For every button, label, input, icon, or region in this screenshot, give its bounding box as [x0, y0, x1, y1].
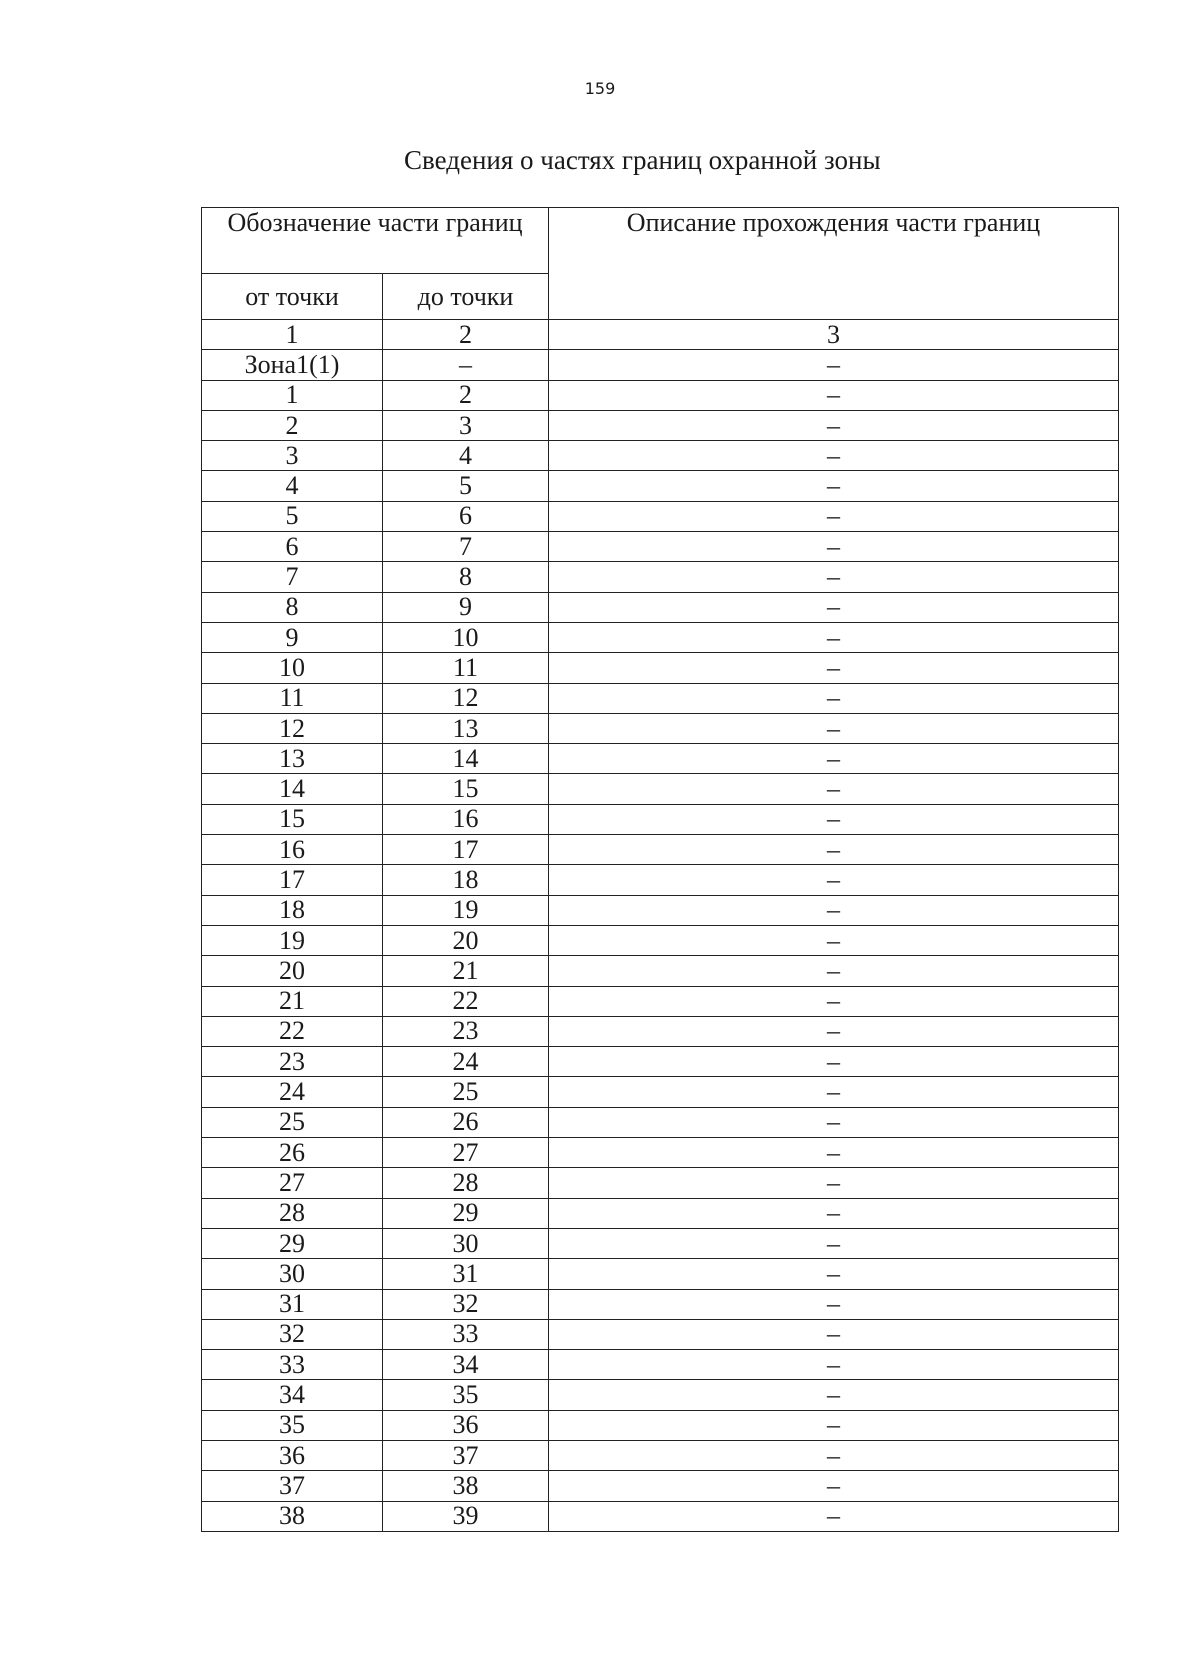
table-row — [202, 501, 1119, 531]
description-cell: – — [549, 835, 1119, 865]
description-cell: – — [549, 471, 1119, 501]
description-cell: – — [549, 1198, 1119, 1228]
description-cell: – — [549, 1259, 1119, 1289]
description-cell: – — [549, 1047, 1119, 1077]
table-row — [202, 1259, 1119, 1289]
from-point-cell: 23 — [202, 1047, 383, 1077]
to-point-cell: 39 — [383, 1501, 549, 1531]
from-point-cell: 18 — [202, 895, 383, 925]
from-point-cell: 34 — [202, 1380, 383, 1410]
table-row — [202, 562, 1119, 592]
from-point-cell: 36 — [202, 1440, 383, 1470]
from-point-cell: 29 — [202, 1228, 383, 1258]
to-point-cell: 28 — [383, 1168, 549, 1198]
from-point-cell: 14 — [202, 774, 383, 804]
table-row — [202, 713, 1119, 743]
table-row — [202, 532, 1119, 562]
to-point-cell: 21 — [383, 956, 549, 986]
table-row — [202, 350, 1119, 380]
description-cell: – — [549, 1077, 1119, 1107]
header-to-point: до точки — [383, 274, 549, 320]
to-point-cell: 34 — [383, 1350, 549, 1380]
table-row — [202, 986, 1119, 1016]
from-point-cell: 5 — [202, 501, 383, 531]
to-point-cell: 33 — [383, 1319, 549, 1349]
from-point-cell: 24 — [202, 1077, 383, 1107]
to-point-cell: – — [383, 350, 549, 380]
from-point-cell: 6 — [202, 532, 383, 562]
description-cell: – — [549, 925, 1119, 955]
to-point-cell: 7 — [383, 532, 549, 562]
from-point-cell: 20 — [202, 956, 383, 986]
table-row — [202, 653, 1119, 683]
from-point-cell: 11 — [202, 683, 383, 713]
table-row — [202, 774, 1119, 804]
description-cell: – — [549, 532, 1119, 562]
table-row — [202, 1501, 1119, 1531]
to-point-cell: 36 — [383, 1410, 549, 1440]
from-point-cell: 25 — [202, 1107, 383, 1137]
table-row — [202, 1077, 1119, 1107]
to-point-cell: 11 — [383, 653, 549, 683]
from-point-cell: 38 — [202, 1501, 383, 1531]
description-cell: – — [549, 350, 1119, 380]
table-row — [202, 1471, 1119, 1501]
from-point-cell: 17 — [202, 865, 383, 895]
table-row — [202, 380, 1119, 410]
from-point-cell: 16 — [202, 835, 383, 865]
table-row — [202, 895, 1119, 925]
to-point-cell: 19 — [383, 895, 549, 925]
description-cell: – — [549, 774, 1119, 804]
table-row — [202, 925, 1119, 955]
from-point-cell: 26 — [202, 1138, 383, 1168]
description-cell: – — [549, 1016, 1119, 1046]
table-row — [202, 835, 1119, 865]
to-point-cell: 3 — [383, 410, 549, 440]
description-cell: – — [549, 744, 1119, 774]
table-row — [202, 804, 1119, 834]
column-number: 2 — [383, 320, 549, 350]
table-row — [202, 1138, 1119, 1168]
from-point-cell: 15 — [202, 804, 383, 834]
header-boundary-designation-label: Обозначение части границ — [227, 208, 523, 237]
to-point-cell: 29 — [383, 1198, 549, 1228]
to-point-cell: 4 — [383, 441, 549, 471]
to-point-cell: 14 — [383, 744, 549, 774]
header-from-point: от точки — [202, 274, 383, 320]
description-cell: – — [549, 1501, 1119, 1531]
description-cell: – — [549, 653, 1119, 683]
from-point-cell: 12 — [202, 713, 383, 743]
header-boundary-description-label: Описание прохождения части границ — [626, 208, 1041, 237]
description-cell: – — [549, 1107, 1119, 1137]
table-row — [202, 441, 1119, 471]
table-row — [202, 471, 1119, 501]
to-point-cell: 30 — [383, 1228, 549, 1258]
to-point-cell: 5 — [383, 471, 549, 501]
description-cell: – — [549, 713, 1119, 743]
table-row — [202, 1107, 1119, 1137]
to-point-cell: 38 — [383, 1471, 549, 1501]
from-point-cell: 7 — [202, 562, 383, 592]
from-point-cell: 9 — [202, 622, 383, 652]
to-point-cell: 17 — [383, 835, 549, 865]
description-cell: – — [549, 1380, 1119, 1410]
description-cell: – — [549, 441, 1119, 471]
description-cell: – — [549, 380, 1119, 410]
from-point-cell: 3 — [202, 441, 383, 471]
description-cell: – — [549, 1168, 1119, 1198]
to-point-cell: 2 — [383, 380, 549, 410]
from-point-cell: 35 — [202, 1410, 383, 1440]
column-number-row — [202, 320, 1119, 350]
description-cell: – — [549, 986, 1119, 1016]
table-row — [202, 622, 1119, 652]
from-point-cell: 32 — [202, 1319, 383, 1349]
table-row — [202, 1198, 1119, 1228]
from-point-cell: 33 — [202, 1350, 383, 1380]
to-point-cell: 18 — [383, 865, 549, 895]
from-point-cell: 31 — [202, 1289, 383, 1319]
table-body — [202, 320, 1119, 1532]
to-point-cell: 31 — [383, 1259, 549, 1289]
from-point-cell: Зона1(1) — [202, 350, 383, 380]
table-row — [202, 592, 1119, 622]
page-title: Сведения о частях границ охранной зоны — [404, 145, 881, 175]
table-row — [202, 1319, 1119, 1349]
to-point-cell: 22 — [383, 986, 549, 1016]
column-number: 3 — [549, 320, 1119, 350]
from-point-cell: 1 — [202, 380, 383, 410]
from-point-cell: 19 — [202, 925, 383, 955]
to-point-cell: 32 — [383, 1289, 549, 1319]
from-point-cell: 27 — [202, 1168, 383, 1198]
from-point-cell: 4 — [202, 471, 383, 501]
description-cell: – — [549, 1350, 1119, 1380]
to-point-cell: 26 — [383, 1107, 549, 1137]
table-row — [202, 744, 1119, 774]
description-cell: – — [549, 895, 1119, 925]
to-point-cell: 10 — [383, 622, 549, 652]
table-row — [202, 1289, 1119, 1319]
table-row — [202, 1380, 1119, 1410]
from-point-cell: 10 — [202, 653, 383, 683]
description-cell: – — [549, 804, 1119, 834]
from-point-cell: 2 — [202, 410, 383, 440]
header-boundary-designation — [202, 208, 549, 274]
to-point-cell: 20 — [383, 925, 549, 955]
to-point-cell: 12 — [383, 683, 549, 713]
to-point-cell: 23 — [383, 1016, 549, 1046]
header-boundary-description — [549, 208, 1119, 320]
description-cell: – — [549, 1319, 1119, 1349]
description-cell: – — [549, 1440, 1119, 1470]
table-row — [202, 1410, 1119, 1440]
from-point-cell: 13 — [202, 744, 383, 774]
from-point-cell: 22 — [202, 1016, 383, 1046]
to-point-cell: 27 — [383, 1138, 549, 1168]
table-row — [202, 410, 1119, 440]
to-point-cell: 15 — [383, 774, 549, 804]
table-row — [202, 1228, 1119, 1258]
description-cell: – — [549, 562, 1119, 592]
from-point-cell: 30 — [202, 1259, 383, 1289]
from-point-cell: 21 — [202, 986, 383, 1016]
description-cell: – — [549, 1138, 1119, 1168]
table-row — [202, 1168, 1119, 1198]
description-cell: – — [549, 592, 1119, 622]
table-row — [202, 956, 1119, 986]
column-number: 1 — [202, 320, 383, 350]
table-row — [202, 683, 1119, 713]
table-row — [202, 865, 1119, 895]
table-row — [202, 1016, 1119, 1046]
description-cell: – — [549, 1289, 1119, 1319]
page-number: 159 — [584, 79, 616, 98]
to-point-cell: 37 — [383, 1440, 549, 1470]
from-point-cell: 37 — [202, 1471, 383, 1501]
description-cell: – — [549, 1410, 1119, 1440]
description-cell: – — [549, 501, 1119, 531]
boundary-parts-table — [201, 207, 1119, 1532]
to-point-cell: 25 — [383, 1077, 549, 1107]
to-point-cell: 6 — [383, 501, 549, 531]
to-point-cell: 24 — [383, 1047, 549, 1077]
to-point-cell: 35 — [383, 1380, 549, 1410]
to-point-cell: 8 — [383, 562, 549, 592]
description-cell: – — [549, 1228, 1119, 1258]
description-cell: – — [549, 683, 1119, 713]
description-cell: – — [549, 865, 1119, 895]
description-cell: – — [549, 622, 1119, 652]
description-cell: – — [549, 956, 1119, 986]
table-row — [202, 1440, 1119, 1470]
to-point-cell: 9 — [383, 592, 549, 622]
from-point-cell: 8 — [202, 592, 383, 622]
to-point-cell: 16 — [383, 804, 549, 834]
table-row — [202, 1047, 1119, 1077]
description-cell: – — [549, 1471, 1119, 1501]
to-point-cell: 13 — [383, 713, 549, 743]
description-cell: – — [549, 410, 1119, 440]
table-row — [202, 1350, 1119, 1380]
from-point-cell: 28 — [202, 1198, 383, 1228]
